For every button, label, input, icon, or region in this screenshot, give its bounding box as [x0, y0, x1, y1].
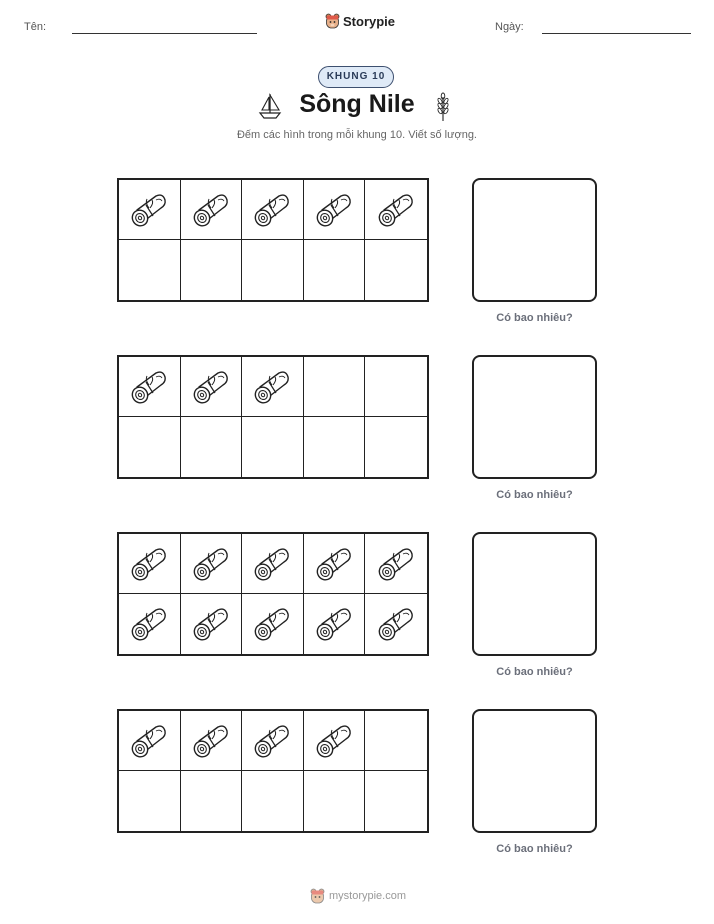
answer-box[interactable]: [472, 709, 597, 833]
ten-frame-cell: [304, 711, 366, 771]
ten-frame-cell: [181, 417, 243, 477]
papyrus-scroll-icon: [251, 604, 293, 644]
worksheet-badge: KHUNG 10: [318, 66, 394, 88]
page-title: Sông Nile: [299, 90, 415, 118]
date-line[interactable]: [542, 33, 691, 34]
ten-frame-cell: [181, 357, 243, 417]
papyrus-scroll-icon: [313, 190, 355, 230]
date-label: Ngày:: [495, 21, 524, 33]
papyrus-scroll-icon: [128, 544, 170, 584]
ten-frame-cell: [304, 357, 366, 417]
ten-frame-cell: [119, 417, 181, 477]
ten-frame-cell: [365, 417, 427, 477]
ten-frame: [117, 709, 429, 833]
ten-frame-cell: [304, 180, 366, 240]
ten-frame-cell: [119, 771, 181, 831]
papyrus-scroll-icon: [251, 190, 293, 230]
answer-box[interactable]: [472, 178, 597, 302]
brand-name: Storypie: [343, 13, 396, 29]
ten-frame: [117, 355, 429, 479]
ten-frame-cell: [242, 594, 304, 654]
ten-frame-cell: [365, 180, 427, 240]
ten-frame-cell: [365, 771, 427, 831]
name-line[interactable]: [72, 33, 257, 34]
ten-frame: [117, 532, 429, 656]
papyrus-scroll-icon: [128, 367, 170, 407]
brand: [325, 13, 395, 29]
papyrus-scroll-icon: [190, 544, 232, 584]
ten-frame-cell: [304, 594, 366, 654]
papyrus-scroll-icon: [190, 190, 232, 230]
papyrus-scroll-icon: [128, 604, 170, 644]
ten-frame-cell: [119, 240, 181, 300]
how-many-label: Có bao nhiêu?: [496, 312, 573, 324]
ten-frame-cell: [304, 417, 366, 477]
how-many-label: Có bao nhiêu?: [496, 666, 573, 678]
wheat-icon: [432, 91, 454, 123]
ten-frame: [117, 178, 429, 302]
footer-url[interactable]: mystorypie.com: [329, 890, 407, 902]
ten-frame-cell: [181, 711, 243, 771]
ten-frame-cell: [242, 534, 304, 594]
ten-frame-cell: [119, 711, 181, 771]
ten-frame-cell: [242, 180, 304, 240]
ten-frame-cell: [181, 594, 243, 654]
storypie-bear-logo-icon: [325, 13, 340, 29]
storypie-bear-logo-icon: [310, 888, 325, 904]
ten-frame-cell: [242, 357, 304, 417]
papyrus-scroll-icon: [375, 544, 417, 584]
instruction-text: Đếm các hình trong mỗi khung 10. Viết số lượng.: [236, 129, 477, 141]
ten-frame-cell: [119, 594, 181, 654]
name-label: Tên:: [24, 21, 47, 33]
papyrus-scroll-icon: [313, 544, 355, 584]
ten-frame-cell: [365, 534, 427, 594]
papyrus-scroll-icon: [190, 604, 232, 644]
papyrus-scroll-icon: [128, 190, 170, 230]
papyrus-scroll-icon: [251, 721, 293, 761]
ten-frame-cell: [181, 180, 243, 240]
ten-frame-cell: [181, 771, 243, 831]
how-many-label: Có bao nhiêu?: [496, 843, 573, 855]
how-many-label: Có bao nhiêu?: [496, 489, 573, 501]
ten-frame-cell: [365, 357, 427, 417]
ten-frame-cell: [304, 240, 366, 300]
ten-frame-cell: [242, 771, 304, 831]
ten-frame-cell: [365, 711, 427, 771]
ten-frame-cell: [365, 594, 427, 654]
footer: [310, 888, 406, 904]
papyrus-scroll-icon: [375, 190, 417, 230]
papyrus-scroll-icon: [190, 367, 232, 407]
ten-frame-cell: [181, 240, 243, 300]
ten-frame-cell: [119, 534, 181, 594]
ten-frame-cell: [304, 534, 366, 594]
ten-frame-cell: [365, 240, 427, 300]
papyrus-scroll-icon: [313, 721, 355, 761]
ten-frame-cell: [242, 711, 304, 771]
ten-frame-cell: [304, 771, 366, 831]
papyrus-scroll-icon: [251, 544, 293, 584]
answer-box[interactable]: [472, 532, 597, 656]
ten-frame-cell: [119, 357, 181, 417]
papyrus-scroll-icon: [251, 367, 293, 407]
ten-frame-cell: [242, 240, 304, 300]
papyrus-scroll-icon: [128, 721, 170, 761]
answer-box[interactable]: [472, 355, 597, 479]
ten-frame-cell: [242, 417, 304, 477]
papyrus-scroll-icon: [190, 721, 232, 761]
papyrus-scroll-icon: [375, 604, 417, 644]
papyrus-scroll-icon: [313, 604, 355, 644]
ten-frame-cell: [181, 534, 243, 594]
ten-frame-cell: [119, 180, 181, 240]
